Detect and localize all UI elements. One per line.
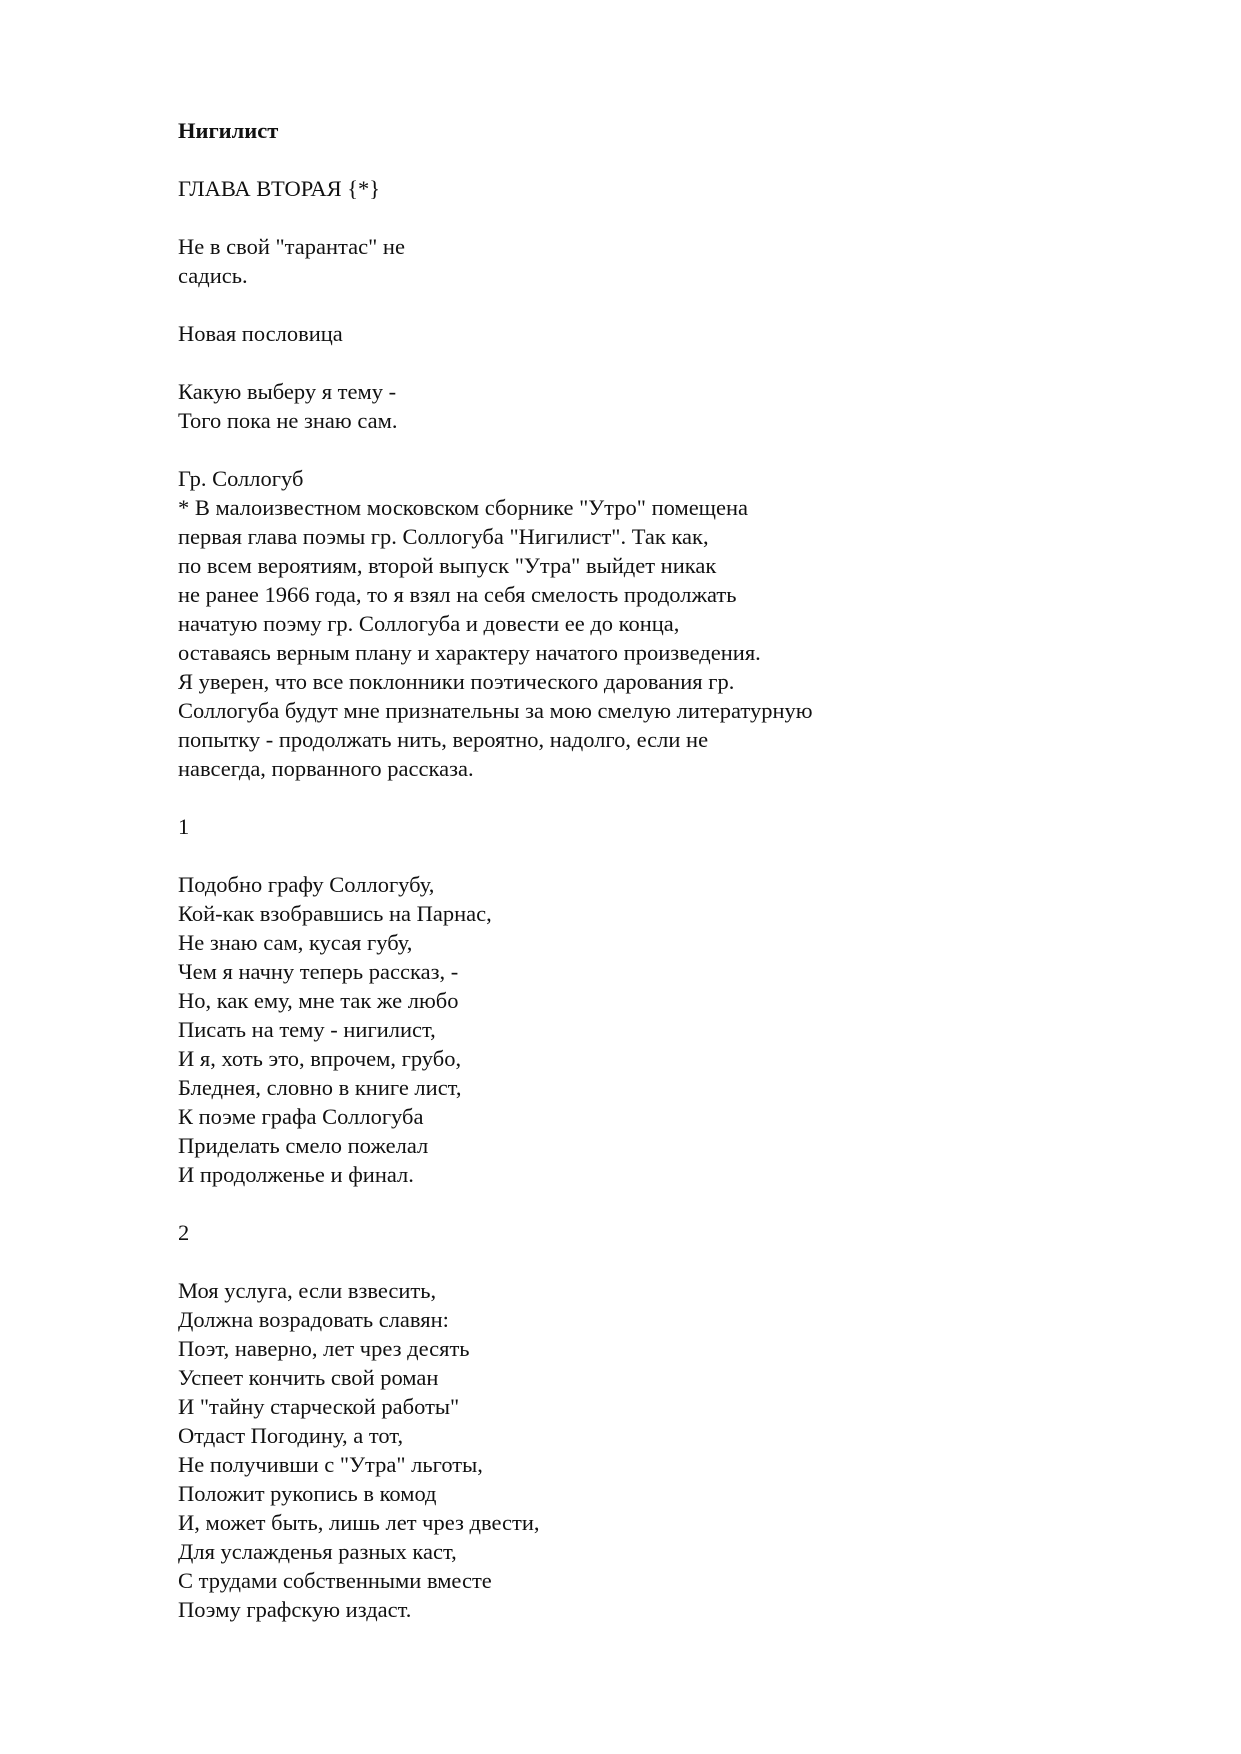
spacer: [178, 841, 1178, 870]
stanza-2-number: 2: [178, 1220, 190, 1245]
stanza-1-line: Приделать смело пожелал: [178, 1133, 429, 1158]
stanza-1-line: Подобно графу Соллогубу,: [178, 872, 435, 897]
stanza-2-line: Положит рукопись в комод: [178, 1481, 437, 1506]
stanza-1-line: К поэме графа Соллогуба: [178, 1104, 424, 1129]
spacer: [178, 290, 1178, 319]
footnote-line: не ранее 1966 года, то я взял на себя смелость продолжать: [178, 582, 737, 607]
spacer: [178, 435, 1178, 464]
footnote-line: первая глава поэмы гр. Соллогуба "Нигилист". Так как,: [178, 524, 709, 549]
stanza-2-line: Для услажденья разных каст,: [178, 1539, 457, 1564]
spacer: [178, 203, 1178, 232]
footnote-line: начатую поэму гр. Соллогуба и довести ее до конца,: [178, 611, 680, 636]
epigraph-1-line: садись.: [178, 263, 248, 288]
stanza-1-line: Бледнея, словно в книге лист,: [178, 1075, 462, 1100]
stanza-2-line: Успеет кончить свой роман: [178, 1365, 439, 1390]
spacer: [178, 145, 1178, 174]
stanza-1-number: 1: [178, 814, 190, 839]
stanza-1-line: Чем я начну теперь рассказ, -: [178, 959, 459, 984]
footnote-line: навсегда, порванного рассказа.: [178, 756, 474, 781]
stanza-1-line: И продолженье и финал.: [178, 1162, 414, 1187]
poem-title: Нигилист: [178, 118, 279, 143]
stanza-1-line: Но, как ему, мне так же любо: [178, 988, 459, 1013]
footnote-line: оставаясь верным плану и характеру начатого произведения.: [178, 640, 761, 665]
stanza-2-line: Моя услуга, если взвесить,: [178, 1278, 437, 1303]
spacer: [178, 783, 1178, 812]
footnote-line: по всем вероятиям, второй выпуск "Утра" выйдет никак: [178, 553, 717, 578]
footnote-line: попытку - продолжать нить, вероятно, надолго, если не: [178, 727, 709, 752]
stanza-1-line: И я, хоть это, впрочем, грубо,: [178, 1046, 462, 1071]
chapter-heading: ГЛАВА ВТОРАЯ {*}: [178, 176, 381, 201]
stanza-2-line: И, может быть, лишь лет чрез двести,: [178, 1510, 540, 1535]
stanza-2-line: Должна возрадовать славян:: [178, 1307, 449, 1332]
stanza-1-line: Писать на тему - нигилист,: [178, 1017, 436, 1042]
epigraph-1-line: Не в свой "тарантас" не: [178, 234, 405, 259]
spacer: [178, 348, 1178, 377]
spacer: [178, 1189, 1178, 1218]
stanza-1-line: Кой-как взобравшись на Парнас,: [178, 901, 492, 926]
stanza-1-line: Не знаю сам, кусая губу,: [178, 930, 413, 955]
spacer: [178, 1247, 1178, 1276]
document-page: [178, 116, 1178, 1624]
footnote-line: * В малоизвестном московском сборнике "Утро" помещена: [178, 495, 749, 520]
epigraph-1-attribution: Новая пословица: [178, 321, 343, 346]
footnote-line: Соллогуба будут мне признательны за мою смелую литературную: [178, 698, 813, 723]
epigraph-2-line: Того пока не знаю сам.: [178, 408, 398, 433]
stanza-2-line: Поэт, наверно, лет чрез десять: [178, 1336, 470, 1361]
epigraph-2-attribution: Гр. Соллогуб: [178, 466, 304, 491]
footnote-line: Я уверен, что все поклонники поэтического дарования гр.: [178, 669, 735, 694]
stanza-2-line: Не получивши с "Утра" льготы,: [178, 1452, 483, 1477]
stanza-2-line: С трудами собственными вместе: [178, 1568, 492, 1593]
stanza-2-line: И "тайну старческой работы": [178, 1394, 460, 1419]
epigraph-2-line: Какую выберу я тему -: [178, 379, 397, 404]
stanza-2-line: Поэму графскую издаст.: [178, 1597, 412, 1622]
stanza-2-line: Отдаст Погодину, а тот,: [178, 1423, 404, 1448]
